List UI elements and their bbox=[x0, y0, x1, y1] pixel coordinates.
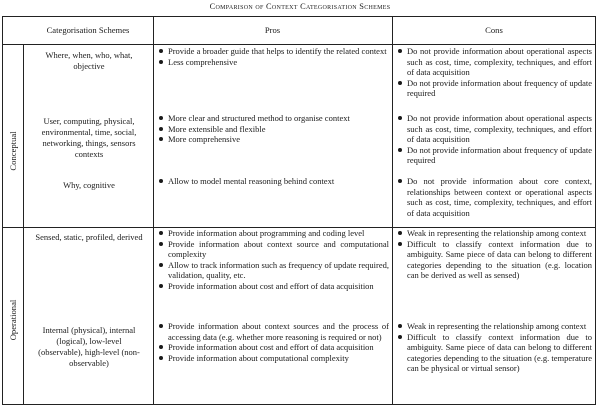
cons-list bbox=[396, 321, 592, 374]
cons-list bbox=[396, 46, 592, 99]
bullet-icon bbox=[398, 49, 402, 53]
bullet-icon bbox=[159, 231, 163, 235]
pros-list bbox=[157, 176, 389, 187]
header-pros: Pros bbox=[264, 25, 281, 35]
scheme-cell: Internal (physical), internal (logical), low-level (observable), high-level (non-observable) bbox=[38, 325, 140, 368]
cons-list bbox=[396, 228, 592, 281]
list-item: Do not provide information about frequency of update required bbox=[396, 78, 592, 99]
list-item: Provide a broader guide that helps to identify the related context bbox=[157, 46, 389, 57]
bullet-icon bbox=[159, 242, 163, 246]
header-rule bbox=[2, 44, 596, 45]
list-item: More extensible and flexible bbox=[157, 124, 389, 135]
header-scheme: Categorisation Schemes bbox=[46, 25, 130, 35]
bullet-icon bbox=[159, 60, 163, 64]
list-item: Provide information about context source and computational complexity bbox=[157, 239, 389, 260]
list-item: Provide information about context sources and the process of accessing data (e.g. whether more reasoning is required or not) bbox=[157, 321, 389, 342]
header-cons: Cons bbox=[485, 25, 503, 35]
scheme-cell: Sensed, static, profiled, derived bbox=[35, 232, 143, 242]
group-label-operational: Operational bbox=[8, 299, 18, 341]
bullet-icon bbox=[398, 324, 402, 328]
bullet-icon bbox=[398, 116, 402, 120]
list-item: Allow to track information such as frequency of update required, validation, quality, etc. bbox=[157, 260, 389, 281]
cons-list bbox=[396, 176, 592, 218]
list-item: More clear and structured method to organise context bbox=[157, 113, 389, 124]
scheme-cell: Where, when, who, what, objective bbox=[45, 50, 133, 71]
pros-column-rule bbox=[392, 16, 393, 405]
list-item: Less comprehensive bbox=[157, 57, 389, 68]
list-item: Allow to model mental reasoning behind context bbox=[157, 176, 389, 187]
bullet-icon bbox=[398, 179, 402, 183]
list-item: Do not provide information about core context, relationships between context or operational aspects such as cost, time, complexity, techniques, and effort of data acquisition bbox=[396, 176, 592, 218]
scheme-cell: User, computing, physical, environmental, time, social, networking, things, sensors contexts bbox=[41, 116, 137, 159]
bullet-icon bbox=[159, 263, 163, 267]
group-label-conceptual: Conceptual bbox=[8, 131, 18, 171]
bullet-icon bbox=[159, 345, 163, 349]
list-item: Provide information about programming and coding level bbox=[157, 228, 389, 239]
bullet-icon bbox=[159, 324, 163, 328]
table-caption: Comparison of Context Categorisation Schemes bbox=[209, 2, 391, 11]
bullet-icon bbox=[398, 335, 402, 339]
list-item: Do not provide information about frequency of update required bbox=[396, 145, 592, 166]
pros-list bbox=[157, 46, 389, 67]
list-item: Provide information about computational complexity bbox=[157, 353, 389, 364]
pros-list bbox=[157, 113, 389, 145]
list-item: Difficult to classify context information due to ambiguity. Same piece of data can belong to different categories depending to the situation (e.g. temperature can be physical or virtual sensor) bbox=[396, 332, 592, 374]
list-item: Do not provide information about operational aspects such as cost, time, complexity, techniques, and effort of data acquisition bbox=[396, 113, 592, 145]
bullet-icon bbox=[398, 231, 402, 235]
list-item: Provide information about cost and effort of data acquisition bbox=[157, 342, 389, 353]
bullet-icon bbox=[159, 49, 163, 53]
scheme-column-rule bbox=[153, 16, 154, 405]
bullet-icon bbox=[159, 137, 163, 141]
bullet-icon bbox=[159, 284, 163, 288]
bullet-icon bbox=[398, 242, 402, 246]
group-column-rule bbox=[23, 44, 24, 405]
pros-list bbox=[157, 321, 389, 363]
list-item: More comprehensive bbox=[157, 134, 389, 145]
cons-list bbox=[396, 113, 592, 166]
bullet-icon bbox=[159, 127, 163, 131]
list-item: Provide information about cost and effort of data acquisition bbox=[157, 281, 389, 292]
list-item: Weak in representing the relationship among context bbox=[396, 321, 592, 332]
bullet-icon bbox=[159, 116, 163, 120]
bullet-icon bbox=[398, 81, 402, 85]
list-item: Do not provide information about operational aspects such as cost, time, complexity, techniques, and effort of data acquisition bbox=[396, 46, 592, 78]
bullet-icon bbox=[159, 179, 163, 183]
list-item: Weak in representing the relationship among context bbox=[396, 228, 592, 239]
bullet-icon bbox=[398, 148, 402, 152]
list-item: Difficult to classify context information due to ambiguity. Same piece of data can belong to different categories depending to the situation (e.g. location can be derived as well as sensed) bbox=[396, 239, 592, 281]
bullet-icon bbox=[159, 356, 163, 360]
scheme-cell: Why, cognitive bbox=[63, 180, 115, 190]
pros-list bbox=[157, 228, 389, 292]
